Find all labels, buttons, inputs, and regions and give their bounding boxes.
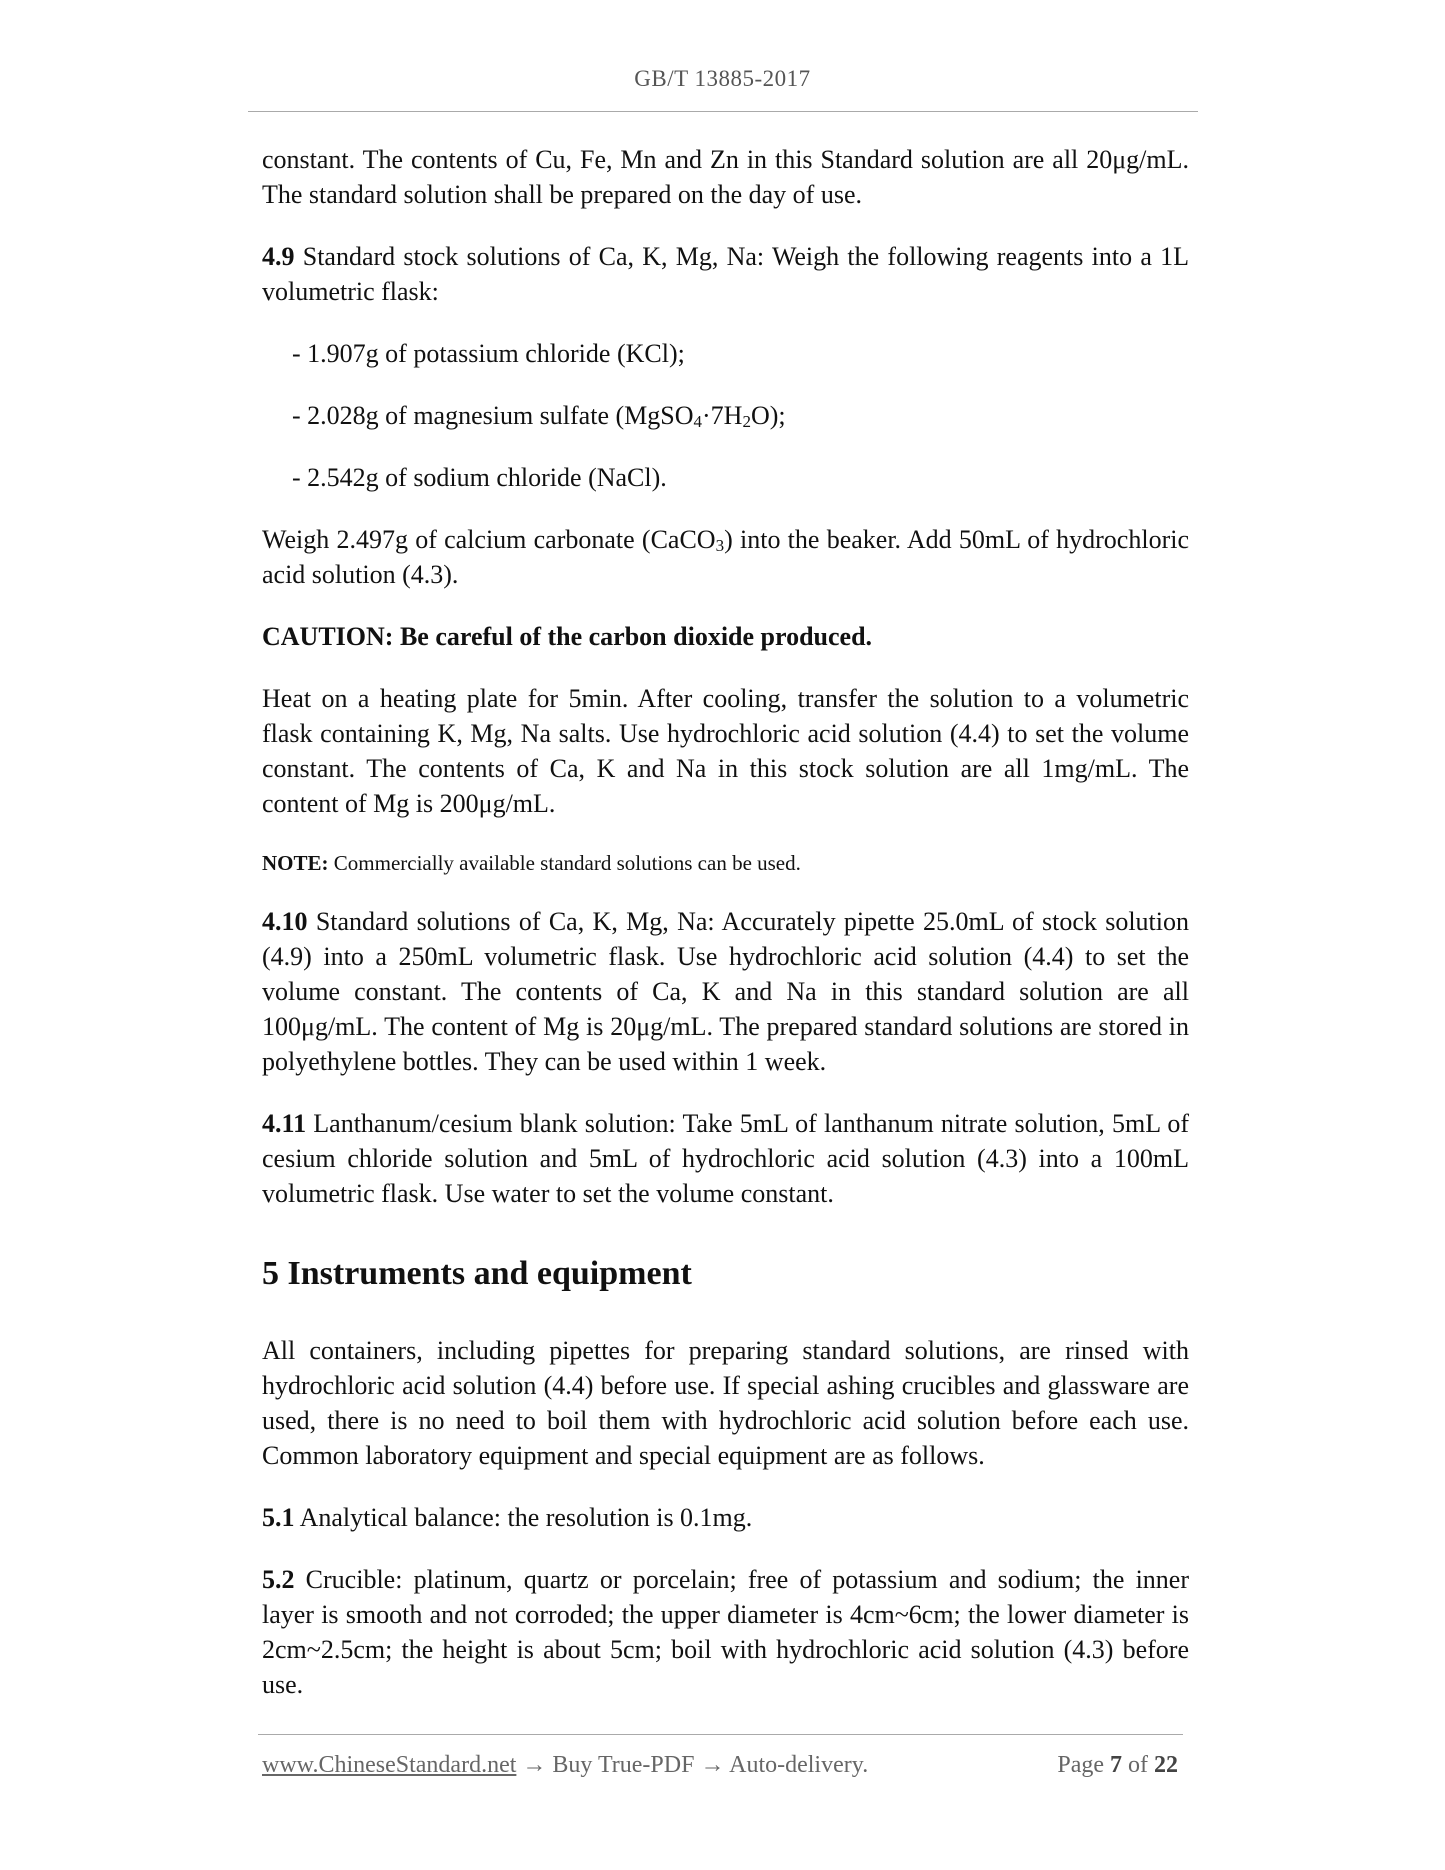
footer-tagline: → Buy True-PDF → Auto-delivery.: [516, 1752, 869, 1778]
clause-text: Crucible: platinum, quartz or porcelain; free of potassium and sodium; the inner layer is smooth and not corroded; the upper diameter is 4cm~6cm; the lower diameter is 2cm~2.5cm; the height is about 5cm; boil with hydrochloric acid solution (4.3) before use.: [262, 1565, 1189, 1699]
page-indicator: [1057, 1752, 1178, 1779]
subscript: 3: [715, 536, 725, 555]
paragraph-continuation: constant. The contents of Cu, Fe, Mn and Zn in this Standard solution are all 20μg/mL. The standard solution shall be prepared on the day of use.: [262, 145, 1189, 209]
section-5-heading: 5 Instruments and equipment: [262, 1255, 692, 1292]
page-body: [262, 142, 1189, 1729]
clause-text: Standard solutions of Ca, K, Mg, Na: Accurately pipette 25.0mL of stock solution (4.9) into a 250mL volumetric flask. Use hydrochloric acid solution (4.4) to set the volume constant. The contents of Ca, K and Na in this standard solution are all 100μg/mL. The content of Mg is 20μg/mL. The prepared standard solutions are stored in polyethylene bottles. They can be used within 1 week.: [262, 907, 1189, 1076]
reagent-item-kcl: - 1.907g of potassium chloride (KCl);: [292, 339, 685, 368]
reagent-text: ·7H: [702, 401, 743, 430]
clause-5-2: [262, 1562, 1189, 1702]
subscript: 2: [742, 412, 751, 431]
footer-divider: [258, 1734, 1183, 1735]
reagent-text: O);: [750, 401, 786, 430]
header-divider: [248, 111, 1198, 112]
clause-4-9: [262, 239, 1189, 309]
paragraph-weigh-caco3: [262, 522, 1189, 592]
page-total: 22: [1154, 1752, 1178, 1778]
website-link[interactable]: www.ChineseStandard.net: [262, 1752, 517, 1778]
note-label: NOTE:: [262, 851, 329, 875]
page-label: Page: [1057, 1752, 1110, 1778]
note: [262, 848, 1189, 878]
paragraph-text: ) into the beaker. Add 50mL of hydrochloric acid solution (4.3).: [262, 525, 1189, 589]
page-number: 7: [1110, 1752, 1122, 1778]
clause-number: 5.1: [262, 1503, 295, 1532]
clause-number: 5.2: [262, 1565, 295, 1594]
subscript: 4: [693, 412, 703, 431]
clause-text: Standard stock solutions of Ca, K, Mg, Na: Weigh the following reagents into a 1L volumetric flask:: [262, 242, 1189, 306]
clause-number: 4.11: [262, 1109, 307, 1138]
reagent-item-nacl: - 2.542g of sodium chloride (NaCl).: [292, 463, 667, 492]
paragraph-text: Weigh 2.497g of calcium carbonate (CaCO: [262, 525, 716, 554]
note-text: Commercially available standard solutions can be used.: [328, 851, 801, 875]
clause-4-11: [262, 1106, 1189, 1211]
paragraph-heat: Heat on a heating plate for 5min. After cooling, transfer the solution to a volumetric flask containing K, Mg, Na salts. Use hydrochloric acid solution (4.4) to set the volume constant. The contents of Ca, K and Na in this stock solution are all 1mg/mL. The content of Mg is 200μg/mL.: [262, 684, 1189, 818]
reagent-text: - 2.028g of magnesium sulfate (MgSO: [292, 401, 694, 430]
section-5-intro: All containers, including pipettes for preparing standard solutions, are rinsed with hydrochloric acid solution (4.4) before use. If special ashing crucibles and glassware are used, there is no need to boil them with hydrochloric acid solution before each use. Common laboratory equipment and special equipment are as follows.: [262, 1336, 1189, 1470]
running-header-title: GB/T 13885-2017: [634, 66, 811, 91]
clause-text: Lanthanum/cesium blank solution: Take 5mL of lanthanum nitrate solution, 5mL of cesium chloride solution and 5mL of hydrochloric acid solution (4.3) into a 100mL volumetric flask. Use water to set the volume constant.: [262, 1109, 1189, 1208]
of-label: of: [1122, 1752, 1154, 1778]
clause-number: 4.9: [262, 242, 295, 271]
clause-5-1: [262, 1500, 1189, 1535]
clause-text: Analytical balance: the resolution is 0.1mg.: [294, 1503, 753, 1532]
reagent-item-mgso4: [292, 398, 1189, 433]
caution-statement: CAUTION: Be careful of the carbon dioxide produced.: [262, 622, 873, 651]
clause-number: 4.10: [262, 907, 308, 936]
clause-4-10: [262, 904, 1189, 1079]
footer-left: [262, 1752, 868, 1779]
